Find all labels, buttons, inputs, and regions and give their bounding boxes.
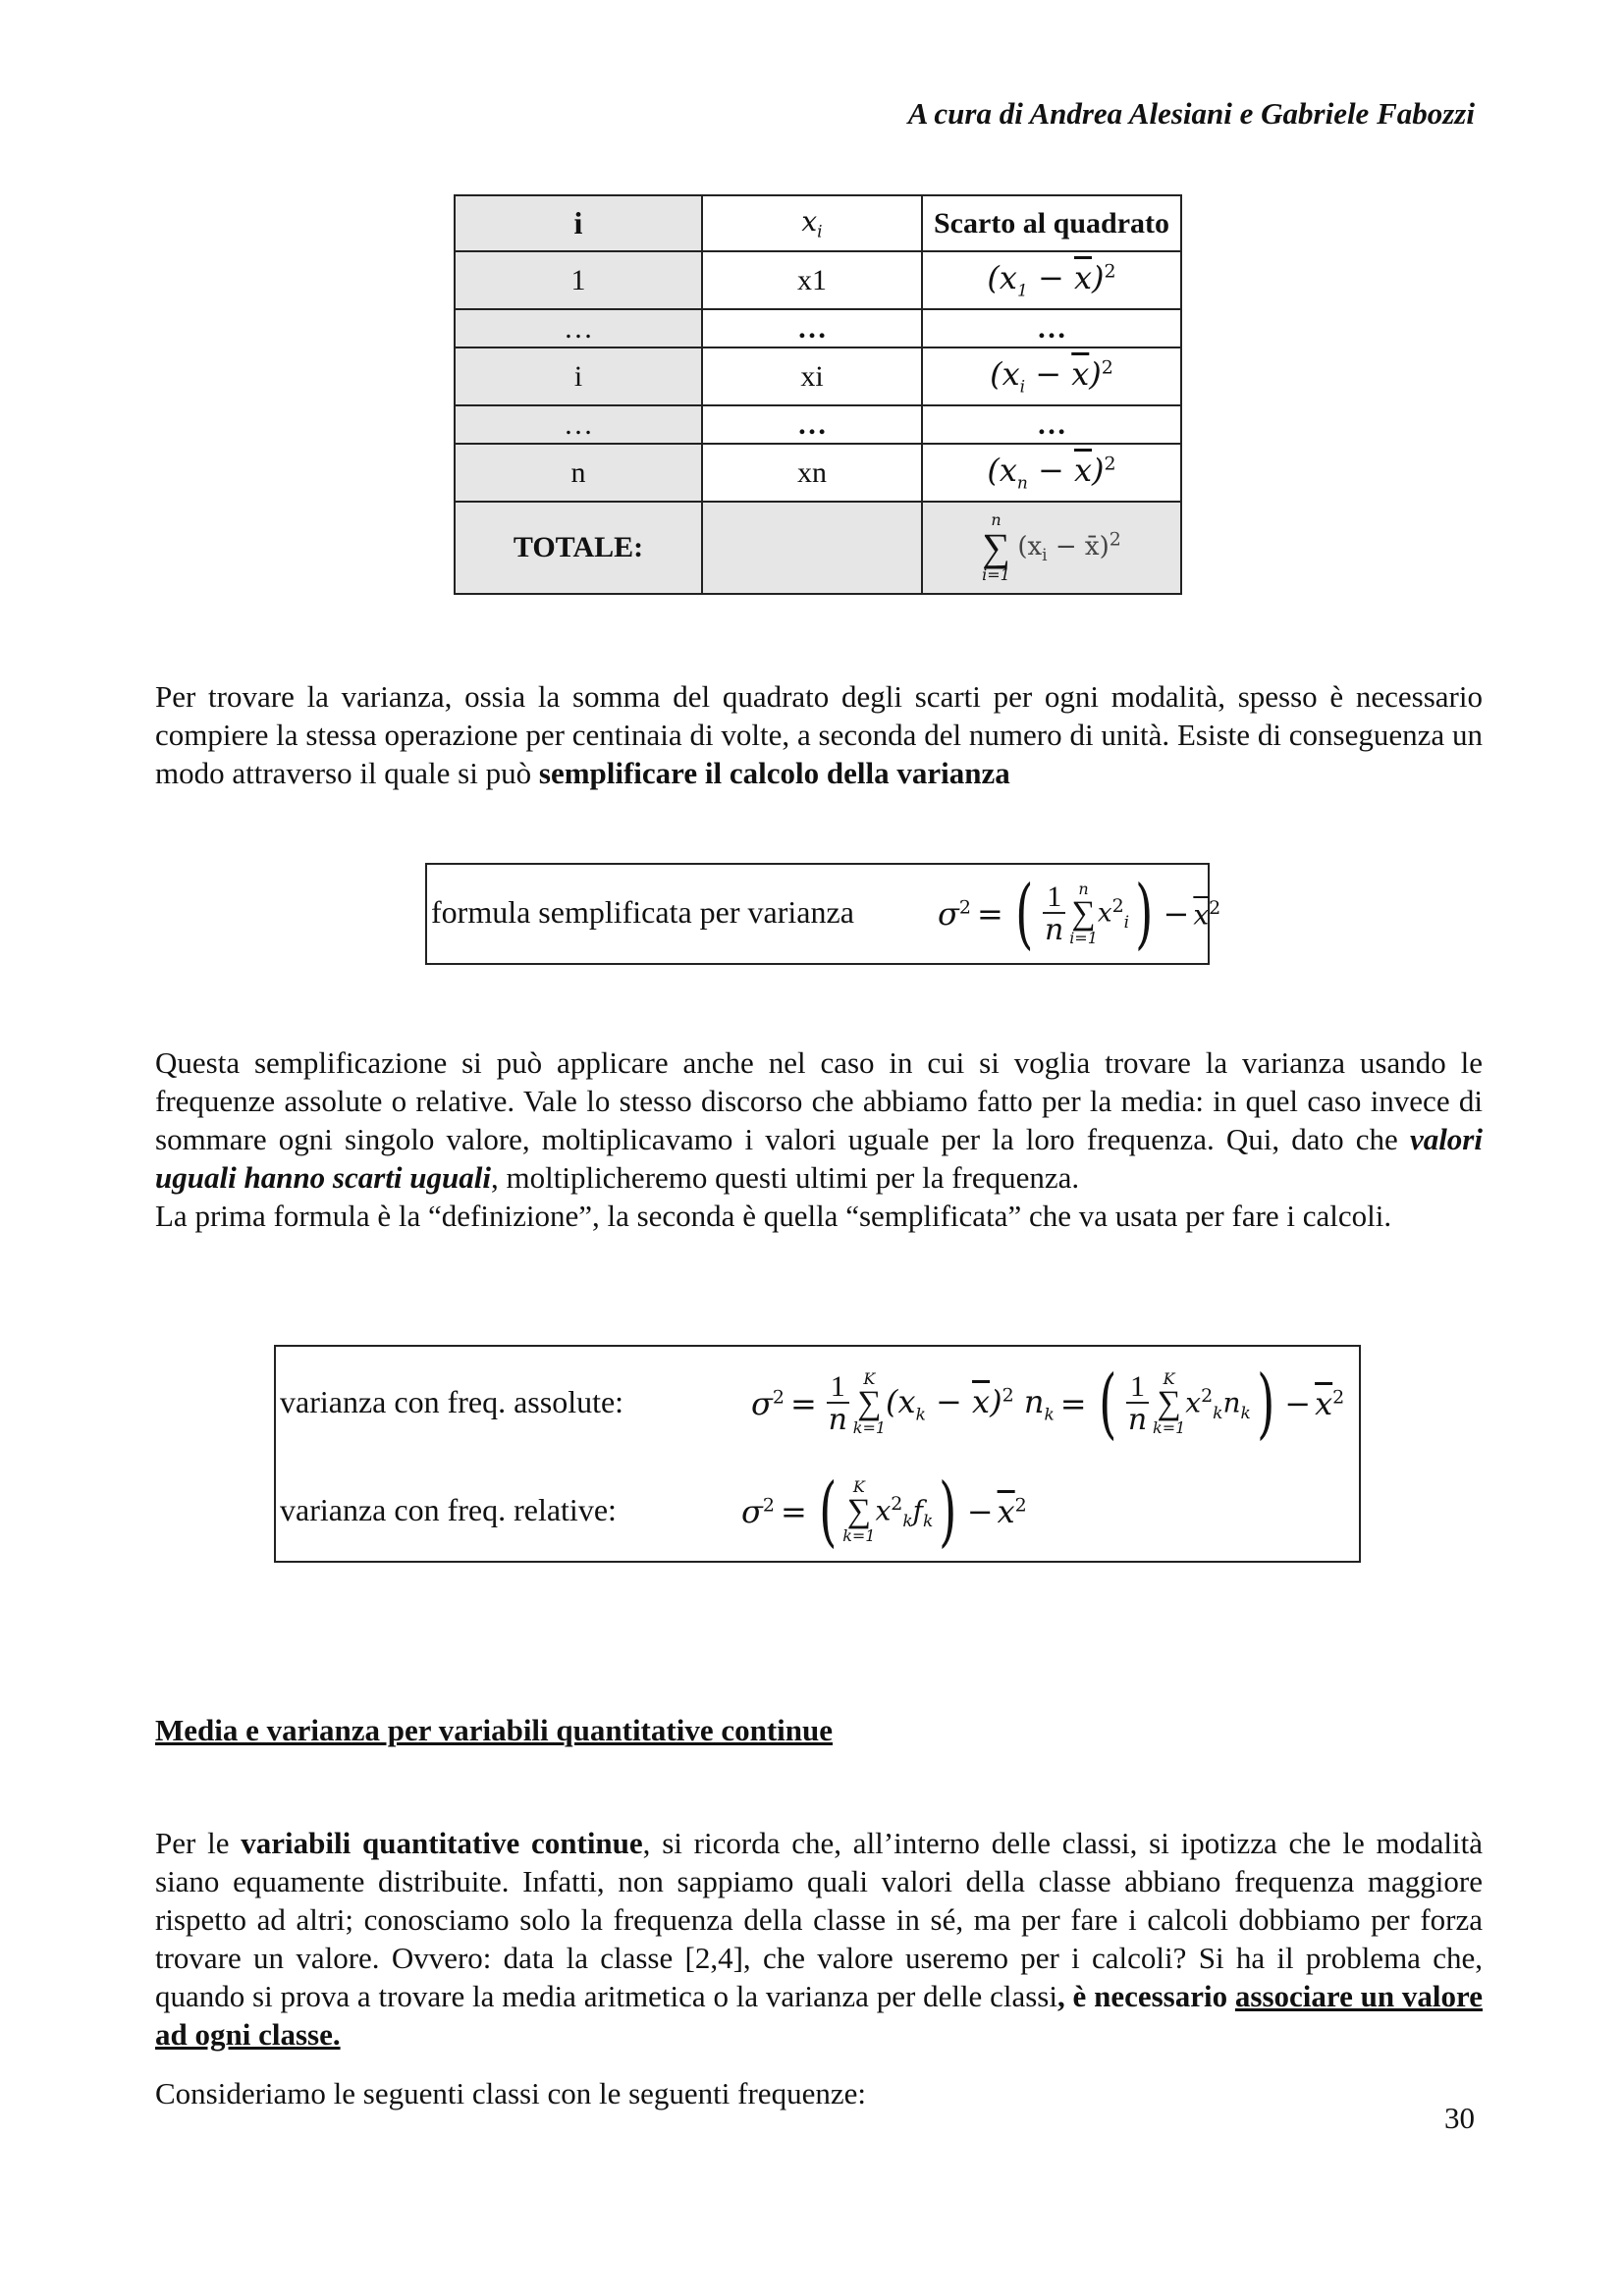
squared-deviations-table bbox=[454, 194, 1182, 595]
cell-x: xn bbox=[702, 444, 922, 502]
table-row bbox=[455, 251, 1181, 309]
cell-x: x1 bbox=[702, 251, 922, 309]
header-xi: $x_i$ bbox=[702, 195, 922, 251]
paragraph-varianza-intro: Per trovare la varianza, ossia la somma del quadrato degli scarti per ogni modalità, spesso è necessario compiere la stessa operazione per centinaia di volte, a seconda del numero di unità. Esiste di conseguenza un modo attraverso il quale si può semplificare il calcolo della varianza bbox=[155, 679, 1483, 790]
cell-i: n bbox=[455, 444, 702, 502]
rel-freq-formula: $\sigma^2$ = ( K ∑ k=1 $x^2_kf_k$ ) − $\overline{x}^2$ bbox=[741, 1468, 1027, 1556]
paragraph-classi: Consideriamo le seguenti classi con le seguenti frequenze: bbox=[155, 2076, 866, 2110]
paragraph-continue: Per le variabili quantitative continue, si ricorda che, all’interno delle classi, si ipotizza che le modalità siano equamente distribuite. Infatti, non sappiamo quali valori della classe abbiano frequenza maggiore rispetto ad altri; conosciamo solo la frequenza della classe in sé, ma per fare i calcoli dobbiamo per forza trovare un valore. Ovvero: data la classe [2,4], che valore useremo per i calcoli? Si ha il problema che, quando si prova a trovare la media aritmetica o la varianza per delle classi, è necessario associare un valore ad ogni classe. bbox=[155, 1826, 1484, 2052]
simplified-variance-box bbox=[425, 863, 1221, 965]
paragraph-frequenze: Questa semplificazione si può applicare anche nel caso in cui si voglia trovare la varianza usando le frequenze assolute o relative. Vale lo stesso discorso che abbiamo fatto per la media: in quel caso invece di sommare ogni singolo valore, moltiplicavamo i valori uguale per la loro frequenza. Qui, dato che valori uguali hanno scarti uguali, moltiplicheremo questi ultimi per la frequenza. La prima formula è la “definizione”, la seconda è quella “semplificata” che va usata per fare i calcoli. bbox=[155, 1045, 1483, 1233]
cell-x: … bbox=[702, 405, 922, 444]
table-row bbox=[455, 347, 1181, 405]
table-row bbox=[455, 309, 1181, 347]
table-header-row bbox=[455, 195, 1181, 251]
cell-x: xi bbox=[702, 347, 922, 405]
cell-i: … bbox=[455, 405, 702, 444]
simplified-variance-formula: $\sigma^2$ = ( $\frac{1}{n}$ n ∑ i=1 $x^2_i$ ) − $\overline{x}^2$ bbox=[938, 870, 1221, 958]
total-label: TOTALE: bbox=[455, 502, 702, 594]
section-heading: Media e varianza per variabili quantitative continue bbox=[155, 1713, 834, 1747]
total-empty-cell bbox=[702, 502, 922, 594]
table-row bbox=[455, 405, 1181, 444]
cell-scarto: $(x_n - \overline{x})^2$ bbox=[922, 444, 1181, 502]
page-number: 30 bbox=[1444, 2101, 1475, 2135]
cell-i: 1 bbox=[455, 251, 702, 309]
rel-freq-label: varianza con freq. relative: bbox=[280, 1492, 617, 1527]
cell-scarto: … bbox=[922, 405, 1181, 444]
frequency-variance-box bbox=[274, 1345, 1361, 1563]
cell-x: … bbox=[702, 309, 922, 347]
abs-freq-label: varianza con freq. assolute: bbox=[280, 1384, 624, 1419]
table-row bbox=[455, 444, 1181, 502]
header-scarto: Scarto al quadrato bbox=[922, 195, 1181, 251]
cell-scarto: $(x_1 - \overline{x})^2$ bbox=[922, 251, 1181, 309]
simplified-variance-label: formula semplificata per varianza bbox=[431, 894, 854, 930]
running-header: A cura di Andrea Alesiani e Gabriele Fabozzi bbox=[907, 96, 1475, 131]
header-i: i bbox=[455, 195, 702, 251]
cell-i: … bbox=[455, 309, 702, 347]
abs-freq-formula: $\sigma^2$ = $\frac{1}{n}$ K ∑ k=1 $(x_k - \overline{x})^2$ $n_k$ = ( $\frac{1}{n}$ K ∑ k=1 $x^2_kn_k$ ) − $\overline{x}^2$ bbox=[751, 1360, 1345, 1448]
cell-i: i bbox=[455, 347, 702, 405]
total-sum: n ∑ i=1 ($x_i$ − x̄)$^2$ bbox=[922, 502, 1181, 594]
table-total-row bbox=[455, 502, 1181, 594]
cell-scarto: $(x_i - \overline{x})^2$ bbox=[922, 347, 1181, 405]
cell-scarto: … bbox=[922, 309, 1181, 347]
